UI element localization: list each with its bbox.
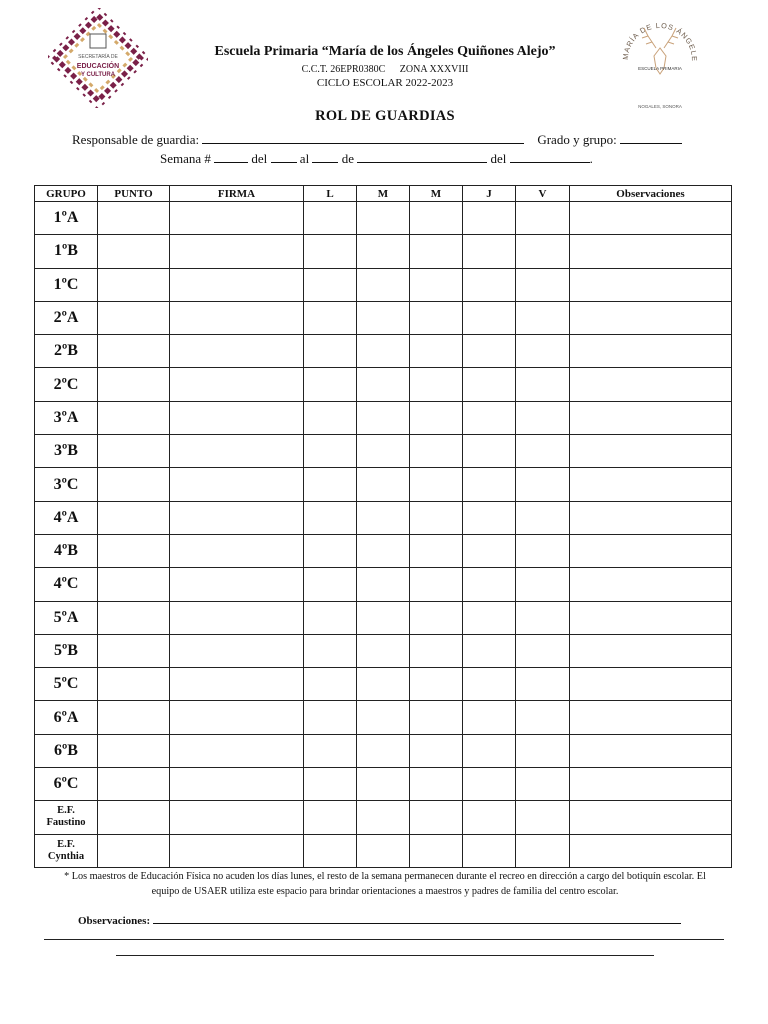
viernes-cell[interactable] [516, 734, 570, 767]
table-row [35, 534, 732, 567]
viernes-cell[interactable] [516, 368, 570, 401]
lunes-cell[interactable] [304, 601, 357, 634]
observations-field[interactable] [153, 912, 681, 924]
punto-cell[interactable] [98, 435, 170, 468]
observaciones-cell[interactable] [570, 668, 732, 701]
group-label-line-2: Cynthia [47, 850, 85, 862]
martes-cell[interactable] [357, 468, 410, 501]
jueves-cell[interactable] [463, 801, 516, 834]
viernes-cell[interactable] [516, 301, 570, 334]
lunes-cell[interactable] [304, 468, 357, 501]
table-row [35, 701, 732, 734]
firma-cell[interactable] [170, 468, 304, 501]
group-label-line-1: E.F. [57, 805, 75, 817]
group-label-line-2: Faustino [46, 817, 86, 829]
punto-cell[interactable] [98, 734, 170, 767]
lunes-cell[interactable] [304, 801, 357, 834]
miercoles-cell[interactable] [410, 468, 463, 501]
year-field[interactable] [510, 151, 590, 163]
martes-cell[interactable] [357, 734, 410, 767]
martes-cell[interactable] [357, 668, 410, 701]
table-row [35, 401, 732, 434]
from-day-field[interactable] [271, 151, 297, 163]
group-label [35, 834, 98, 867]
group-label: 2ºB [35, 335, 98, 368]
miercoles-cell[interactable] [410, 401, 463, 434]
miercoles-cell[interactable] [410, 668, 463, 701]
viernes-cell[interactable] [516, 468, 570, 501]
jueves-cell[interactable] [463, 668, 516, 701]
group-label: 2ºC [35, 368, 98, 401]
header-punto: PUNTO [98, 186, 170, 202]
miercoles-cell[interactable] [410, 501, 463, 534]
miercoles-cell[interactable] [410, 368, 463, 401]
firma-cell[interactable] [170, 668, 304, 701]
jueves-cell[interactable] [463, 768, 516, 801]
jueves-cell[interactable] [463, 568, 516, 601]
punto-cell[interactable] [98, 568, 170, 601]
guard-roster-table [34, 185, 732, 868]
observations-line [78, 912, 681, 927]
group-label: 5ºB [35, 634, 98, 667]
punto-cell[interactable] [98, 534, 170, 567]
observaciones-cell[interactable] [570, 435, 732, 468]
group-label: 4ºA [35, 501, 98, 534]
lunes-cell[interactable] [304, 501, 357, 534]
punto-cell[interactable] [98, 668, 170, 701]
miercoles-cell[interactable] [410, 834, 463, 867]
firma-cell[interactable] [170, 235, 304, 268]
table-row [35, 368, 732, 401]
group-label: 3ºA [35, 401, 98, 434]
viernes-cell[interactable] [516, 235, 570, 268]
header-viernes: V [516, 186, 570, 202]
martes-cell[interactable] [357, 834, 410, 867]
martes-cell[interactable] [357, 568, 410, 601]
observations-line-2[interactable] [44, 939, 724, 940]
jueves-cell[interactable] [463, 435, 516, 468]
page-title: ROL DE GUARDIAS [315, 108, 455, 124]
observaciones-cell[interactable] [570, 335, 732, 368]
lunes-cell[interactable] [304, 435, 357, 468]
lunes-cell[interactable] [304, 401, 357, 434]
school-deer-logo [614, 8, 706, 112]
punto-cell[interactable] [98, 634, 170, 667]
observaciones-cell[interactable] [570, 468, 732, 501]
punto-cell[interactable] [98, 601, 170, 634]
jueves-cell[interactable] [463, 468, 516, 501]
firma-cell[interactable] [170, 701, 304, 734]
month-field[interactable] [357, 151, 487, 163]
miercoles-cell[interactable] [410, 235, 463, 268]
observaciones-cell[interactable] [570, 601, 732, 634]
observaciones-cell[interactable] [570, 501, 732, 534]
jueves-cell[interactable] [463, 202, 516, 235]
miercoles-cell[interactable] [410, 734, 463, 767]
observaciones-cell[interactable] [570, 368, 732, 401]
firma-cell[interactable] [170, 801, 304, 834]
miercoles-cell[interactable] [410, 568, 463, 601]
miercoles-cell[interactable] [410, 701, 463, 734]
firma-cell[interactable] [170, 368, 304, 401]
firma-cell[interactable] [170, 534, 304, 567]
header-miercoles: M [410, 186, 463, 202]
logo-line-2: EDUCACIÓN [76, 63, 120, 70]
lunes-cell[interactable] [304, 768, 357, 801]
lunes-cell[interactable] [304, 734, 357, 767]
group-label: 1ºA [35, 202, 98, 235]
lunes-cell[interactable] [304, 235, 357, 268]
lunes-cell[interactable] [304, 301, 357, 334]
de-label: de [341, 151, 354, 166]
jueves-cell[interactable] [463, 834, 516, 867]
al-label: al [299, 151, 310, 166]
lunes-cell[interactable] [304, 834, 357, 867]
footnote: * Los maestros de Educación Física no acuden los días lunes, el resto de la semana permanecen durante el recreo en dirección a cargo del botiquín escolar. El equipo de USAER utiliza este espacio para brindar orientaciones a maestros y padres de familia del centro escolar. [64, 871, 706, 897]
lunes-cell[interactable] [304, 368, 357, 401]
group-label: 4ºC [35, 568, 98, 601]
miercoles-cell[interactable] [410, 202, 463, 235]
table-row [35, 235, 732, 268]
week-label: Semana # [160, 151, 211, 166]
jueves-cell[interactable] [463, 235, 516, 268]
punto-cell[interactable] [98, 768, 170, 801]
viernes-cell[interactable] [516, 701, 570, 734]
miercoles-cell[interactable] [410, 768, 463, 801]
firma-cell[interactable] [170, 268, 304, 301]
del-label: del [251, 151, 268, 166]
week-line [160, 151, 593, 167]
martes-cell[interactable] [357, 768, 410, 801]
miercoles-cell[interactable] [410, 634, 463, 667]
grade-label: Grado y grupo: [537, 132, 617, 147]
jueves-cell[interactable] [463, 534, 516, 567]
observaciones-cell[interactable] [570, 534, 732, 567]
viernes-cell[interactable] [516, 601, 570, 634]
jueves-cell[interactable] [463, 601, 516, 634]
punto-cell[interactable] [98, 834, 170, 867]
jueves-cell[interactable] [463, 368, 516, 401]
group-label: 5ºC [35, 668, 98, 701]
lunes-cell[interactable] [304, 568, 357, 601]
firma-cell[interactable] [170, 634, 304, 667]
header-firma: FIRMA [170, 186, 304, 202]
firma-cell[interactable] [170, 435, 304, 468]
miercoles-cell[interactable] [410, 268, 463, 301]
firma-cell[interactable] [170, 601, 304, 634]
observaciones-cell[interactable] [570, 834, 732, 867]
observaciones-cell[interactable] [570, 801, 732, 834]
logo-inner-text: ESCUELA PRIMARIA [638, 66, 682, 71]
observaciones-cell[interactable] [570, 568, 732, 601]
jueves-cell[interactable] [463, 634, 516, 667]
header-grupo: GRUPO [35, 186, 98, 202]
zone: ZONA XXXVIII [399, 64, 469, 75]
firma-cell[interactable] [170, 501, 304, 534]
punto-cell[interactable] [98, 801, 170, 834]
firma-cell[interactable] [170, 834, 304, 867]
lunes-cell[interactable] [304, 335, 357, 368]
martes-cell[interactable] [357, 202, 410, 235]
viernes-cell[interactable] [516, 668, 570, 701]
lunes-cell[interactable] [304, 202, 357, 235]
firma-cell[interactable] [170, 401, 304, 434]
punto-cell[interactable] [98, 401, 170, 434]
grade-field[interactable] [620, 132, 682, 144]
table-row [35, 268, 732, 301]
firma-cell[interactable] [170, 301, 304, 334]
viernes-cell[interactable] [516, 501, 570, 534]
logo-line-3: Y CULTURA [80, 72, 116, 78]
viernes-cell[interactable] [516, 568, 570, 601]
punto-cell[interactable] [98, 301, 170, 334]
miercoles-cell[interactable] [410, 534, 463, 567]
group-label: 6ºC [35, 768, 98, 801]
school-name: Escuela Primaria “María de los Ángeles Quiñones Alejo” [214, 44, 556, 59]
viernes-cell[interactable] [516, 801, 570, 834]
martes-cell[interactable] [357, 701, 410, 734]
responsible-label: Responsable de guardia: [72, 132, 200, 147]
cct-line [150, 64, 620, 75]
jueves-cell[interactable] [463, 268, 516, 301]
responsible-line [72, 132, 682, 148]
school-cycle: CICLO ESCOLAR 2022-2023 [316, 77, 454, 89]
responsible-field[interactable] [202, 132, 524, 144]
jueves-cell[interactable] [463, 301, 516, 334]
martes-cell[interactable] [357, 435, 410, 468]
to-day-field[interactable] [312, 151, 338, 163]
punto-cell[interactable] [98, 202, 170, 235]
punto-cell[interactable] [98, 368, 170, 401]
group-label: 5ºA [35, 601, 98, 634]
observaciones-cell[interactable] [570, 235, 732, 268]
martes-cell[interactable] [357, 335, 410, 368]
logo-arc-text: MARÍA DE LOS ÁNGELE [620, 20, 700, 63]
observaciones-cell[interactable] [570, 768, 732, 801]
jueves-cell[interactable] [463, 701, 516, 734]
group-label: 2ºA [35, 301, 98, 334]
observaciones-cell[interactable] [570, 734, 732, 767]
lunes-cell[interactable] [304, 668, 357, 701]
viernes-cell[interactable] [516, 435, 570, 468]
punto-cell[interactable] [98, 335, 170, 368]
observaciones-cell[interactable] [570, 301, 732, 334]
observaciones-cell[interactable] [570, 401, 732, 434]
firma-cell[interactable] [170, 734, 304, 767]
observaciones-cell[interactable] [570, 701, 732, 734]
logo-line-1: SECRETARÍA DE [78, 54, 118, 60]
observaciones-cell[interactable] [570, 634, 732, 667]
miercoles-cell[interactable] [410, 801, 463, 834]
del2-label: del [490, 151, 507, 166]
viernes-cell[interactable] [516, 335, 570, 368]
viernes-cell[interactable] [516, 268, 570, 301]
martes-cell[interactable] [357, 368, 410, 401]
table-row [35, 468, 732, 501]
viernes-cell[interactable] [516, 768, 570, 801]
table-row [35, 601, 732, 634]
group-label [35, 801, 98, 834]
table-row [35, 768, 732, 801]
viernes-cell[interactable] [516, 202, 570, 235]
observations-line-3[interactable] [116, 955, 654, 956]
table-row [35, 734, 732, 767]
martes-cell[interactable] [357, 268, 410, 301]
group-label: 6ºB [35, 734, 98, 767]
table-row [35, 801, 732, 834]
viernes-cell[interactable] [516, 834, 570, 867]
firma-cell[interactable] [170, 202, 304, 235]
group-label: 6ºA [35, 701, 98, 734]
week-field[interactable] [214, 151, 248, 163]
punto-cell[interactable] [98, 701, 170, 734]
lunes-cell[interactable] [304, 634, 357, 667]
table-header-row [35, 186, 732, 202]
header-observaciones: Observaciones [570, 186, 732, 202]
punto-cell[interactable] [98, 501, 170, 534]
table-row [35, 634, 732, 667]
table-row [35, 501, 732, 534]
lunes-cell[interactable] [304, 534, 357, 567]
group-label: 3ºC [35, 468, 98, 501]
punto-cell[interactable] [98, 268, 170, 301]
miercoles-cell[interactable] [410, 435, 463, 468]
header-lunes: L [304, 186, 357, 202]
martes-cell[interactable] [357, 534, 410, 567]
jueves-cell[interactable] [463, 401, 516, 434]
martes-cell[interactable] [357, 301, 410, 334]
header-martes: M [357, 186, 410, 202]
firma-cell[interactable] [170, 568, 304, 601]
miercoles-cell[interactable] [410, 335, 463, 368]
svg-text:MARÍA DE LOS ÁNGELES QUIÑONES [614, 8, 699, 62]
group-label: 4ºB [35, 534, 98, 567]
martes-cell[interactable] [357, 401, 410, 434]
miercoles-cell[interactable] [410, 301, 463, 334]
firma-cell[interactable] [170, 768, 304, 801]
observaciones-cell[interactable] [570, 202, 732, 235]
table-row [35, 301, 732, 334]
table-row [35, 568, 732, 601]
viernes-cell[interactable] [516, 534, 570, 567]
group-label: 3ºB [35, 435, 98, 468]
observaciones-cell[interactable] [570, 268, 732, 301]
viernes-cell[interactable] [516, 401, 570, 434]
table-row [35, 834, 732, 867]
table-row [35, 435, 732, 468]
table-row [35, 202, 732, 235]
observations-label: Observaciones: [78, 915, 151, 927]
martes-cell[interactable] [357, 235, 410, 268]
martes-cell[interactable] [357, 634, 410, 667]
martes-cell[interactable] [357, 801, 410, 834]
logo-bottom-text: NOGALES, SONORA [638, 104, 682, 109]
punto-cell[interactable] [98, 468, 170, 501]
cct-code: C.C.T. 26EPR0380C [301, 64, 386, 75]
martes-cell[interactable] [357, 601, 410, 634]
end-dot: . [589, 151, 593, 166]
lunes-cell[interactable] [304, 268, 357, 301]
secretaria-educacion-logo [48, 8, 148, 108]
jueves-cell[interactable] [463, 335, 516, 368]
viernes-cell[interactable] [516, 634, 570, 667]
table-row [35, 335, 732, 368]
miercoles-cell[interactable] [410, 601, 463, 634]
group-label: 1ºC [35, 268, 98, 301]
martes-cell[interactable] [357, 501, 410, 534]
jueves-cell[interactable] [463, 501, 516, 534]
table-row [35, 668, 732, 701]
punto-cell[interactable] [98, 235, 170, 268]
firma-cell[interactable] [170, 335, 304, 368]
group-label: 1ºB [35, 235, 98, 268]
group-label-line-1: E.F. [57, 838, 75, 850]
header-jueves: J [463, 186, 516, 202]
jueves-cell[interactable] [463, 734, 516, 767]
lunes-cell[interactable] [304, 701, 357, 734]
